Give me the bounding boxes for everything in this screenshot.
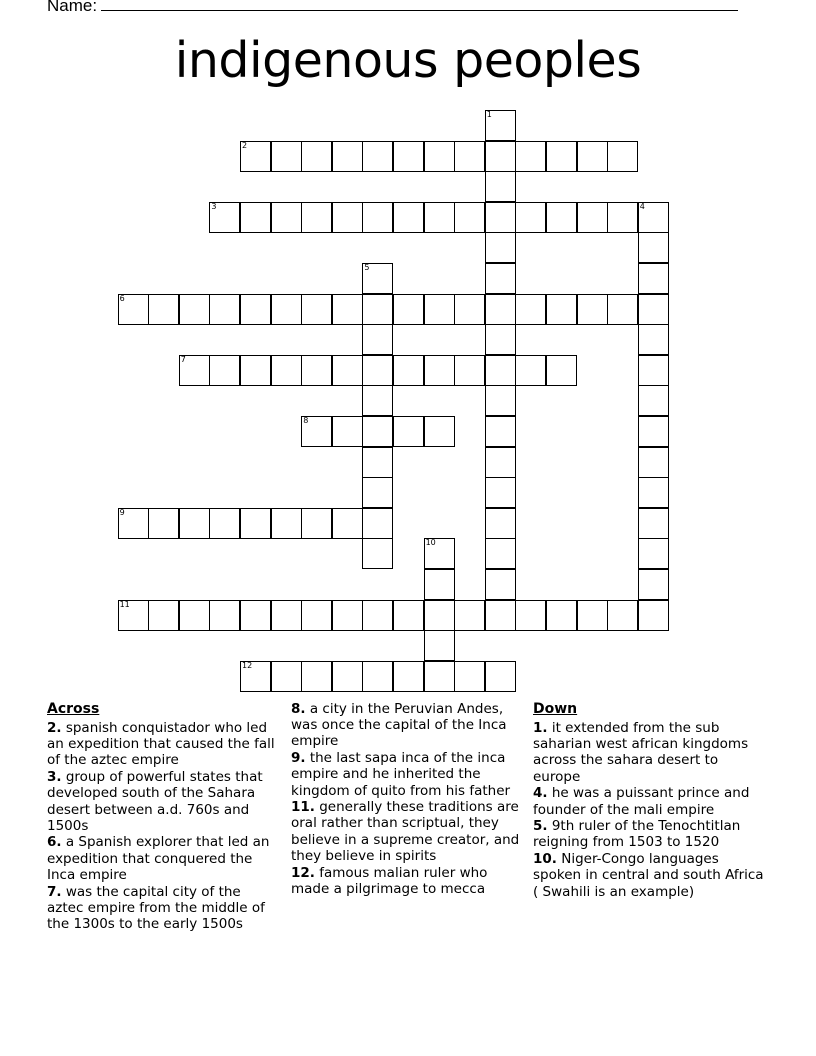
grid-cell[interactable] xyxy=(424,141,455,172)
clue-item xyxy=(291,865,523,897)
clue-number: 4 xyxy=(639,201,645,211)
grid-cell[interactable] xyxy=(362,416,393,447)
grid-cell[interactable] xyxy=(546,600,577,631)
grid-cell[interactable] xyxy=(638,600,669,631)
grid-cell[interactable] xyxy=(638,569,669,600)
clue-number: 8 xyxy=(303,416,309,425)
grid-cell[interactable] xyxy=(607,600,638,631)
grid-cell[interactable] xyxy=(485,294,516,325)
clue-item-text: he was a puissant prince and founder of the mali empire xyxy=(533,785,750,818)
grid-cell[interactable] xyxy=(577,202,608,233)
grid-cell[interactable] xyxy=(515,294,546,325)
clue-item xyxy=(291,799,523,864)
grid-cell[interactable] xyxy=(332,600,363,631)
clue-item-text: a Spanish explorer that led an expedition that conquered the Inca empire xyxy=(47,834,270,883)
grid-cell[interactable] xyxy=(271,294,302,325)
grid-cell[interactable] xyxy=(332,508,363,539)
clue-item xyxy=(533,851,765,900)
grid-cell[interactable] xyxy=(393,202,424,233)
grid-cell[interactable] xyxy=(577,600,608,631)
grid-cell[interactable] xyxy=(209,600,240,631)
grid-cell[interactable] xyxy=(485,324,516,355)
down-clues-column xyxy=(533,700,765,900)
grid-cell[interactable] xyxy=(424,569,455,600)
grid-cell[interactable] xyxy=(393,600,424,631)
grid-cell[interactable] xyxy=(179,294,210,325)
clue-item xyxy=(47,720,279,769)
grid-cell[interactable] xyxy=(240,294,271,325)
grid-cell[interactable] xyxy=(271,508,302,539)
grid-cell[interactable] xyxy=(332,355,363,386)
grid-cell[interactable] xyxy=(271,661,302,692)
clue-item-text: was the capital city of the aztec empire from the middle of the 1300s to the early 1500s xyxy=(47,883,265,932)
clue-number: 12 xyxy=(242,660,253,670)
grid-cell[interactable] xyxy=(485,477,516,508)
grid-cell[interactable] xyxy=(240,355,271,386)
clue-number: 2 xyxy=(242,140,248,150)
grid-cell[interactable] xyxy=(362,538,393,569)
clue-item-number: 7. xyxy=(47,883,62,900)
grid-cell[interactable] xyxy=(485,600,516,631)
grid-cell[interactable] xyxy=(393,416,424,447)
grid-cell[interactable] xyxy=(485,263,516,294)
grid-cell[interactable] xyxy=(362,263,393,294)
across-clues-column-2 xyxy=(291,701,523,897)
grid-cell[interactable] xyxy=(362,202,393,233)
across-clues-column-1 xyxy=(47,700,279,933)
clue-item-number: 9. xyxy=(291,750,306,767)
grid-cell[interactable] xyxy=(485,171,516,202)
grid-cell[interactable] xyxy=(148,508,179,539)
clue-number: 9 xyxy=(119,507,125,517)
clue-item xyxy=(291,701,523,750)
grid-cell[interactable] xyxy=(332,416,363,447)
grid-cell[interactable] xyxy=(638,355,669,386)
grid-cell[interactable] xyxy=(454,355,485,386)
clue-item-number: 11. xyxy=(291,799,315,816)
clue-item-number: 10. xyxy=(533,851,557,868)
grid-cell[interactable] xyxy=(546,202,577,233)
grid-cell[interactable] xyxy=(485,232,516,263)
across-clue-list xyxy=(47,720,279,932)
grid-cell[interactable] xyxy=(301,294,332,325)
grid-cell[interactable] xyxy=(362,324,393,355)
grid-cell[interactable] xyxy=(179,355,210,386)
grid-cell[interactable] xyxy=(179,600,210,631)
grid-cell[interactable] xyxy=(209,355,240,386)
grid-cell[interactable] xyxy=(301,416,332,447)
grid-cell[interactable] xyxy=(485,110,516,141)
grid-cell[interactable] xyxy=(118,600,149,631)
across-heading: Across xyxy=(47,701,100,717)
grid-cell[interactable] xyxy=(515,202,546,233)
grid-cell[interactable] xyxy=(546,355,577,386)
clue-item-text: famous malian ruler who made a pilgrimage to mecca xyxy=(291,864,488,897)
clue-item xyxy=(47,834,279,883)
grid-cell[interactable] xyxy=(485,538,516,569)
clue-item xyxy=(47,884,279,933)
clue-item xyxy=(47,769,279,834)
clue-item-text: a city in the Peruvian Andes, was once the capital of the Inca empire xyxy=(291,701,507,750)
grid-cell[interactable] xyxy=(271,355,302,386)
clue-item-text: spanish conquistador who led an expedition that caused the fall of the aztec empire xyxy=(47,720,275,769)
clue-item-number: 1. xyxy=(533,720,548,736)
grid-cell[interactable] xyxy=(209,202,240,233)
grid-cell[interactable] xyxy=(638,263,669,294)
grid-cell[interactable] xyxy=(485,202,516,233)
grid-cell[interactable] xyxy=(638,447,669,478)
grid-cell[interactable] xyxy=(118,508,149,539)
clue-item-number: 2. xyxy=(47,720,62,736)
grid-cell[interactable] xyxy=(485,508,516,539)
grid-cell[interactable] xyxy=(424,416,455,447)
grid-cell[interactable] xyxy=(240,661,271,692)
grid-cell[interactable] xyxy=(424,538,455,569)
grid-cell[interactable] xyxy=(638,416,669,447)
clue-item-text: group of powerful states that developed south of the Sahara desert between a.d. 760s and 1500s xyxy=(47,769,263,834)
grid-cell[interactable] xyxy=(240,141,271,172)
grid-cell[interactable] xyxy=(362,508,393,539)
grid-cell[interactable] xyxy=(301,202,332,233)
clue-item-number: 5. xyxy=(533,818,548,835)
grid-cell[interactable] xyxy=(240,600,271,631)
clue-item-text: the last sapa inca of the inca empire and he inherited the kingdom of quito from his father xyxy=(291,750,511,799)
clue-item-text: 9th ruler of the Tenochtitlan reigning from 1503 to 1520 xyxy=(533,818,741,851)
grid-cell[interactable] xyxy=(607,141,638,172)
grid-cell[interactable] xyxy=(393,355,424,386)
grid-cell[interactable] xyxy=(638,232,669,263)
clue-item-text: generally these traditions are oral rather than scriptual, they believe in a supreme creator, and they believe in spirits xyxy=(291,799,520,864)
grid-cell[interactable] xyxy=(301,600,332,631)
grid-cell[interactable] xyxy=(393,141,424,172)
grid-cell[interactable] xyxy=(362,447,393,478)
grid-cell[interactable] xyxy=(209,508,240,539)
grid-cell[interactable] xyxy=(424,355,455,386)
clue-number: 5 xyxy=(364,263,370,272)
grid-cell[interactable] xyxy=(301,141,332,172)
grid-cell[interactable] xyxy=(546,294,577,325)
clue-item-number: 3. xyxy=(47,769,62,786)
clue-number: 6 xyxy=(119,293,125,303)
grid-cell[interactable] xyxy=(332,202,363,233)
grid-cell[interactable] xyxy=(454,661,485,692)
clue-item-number: 8. xyxy=(291,701,306,717)
grid-cell[interactable] xyxy=(362,661,393,692)
clue-number: 11 xyxy=(119,599,130,609)
puzzle-title: indigenous peoples xyxy=(174,32,642,89)
grid-cell[interactable] xyxy=(607,202,638,233)
grid-cell[interactable] xyxy=(332,294,363,325)
clue-number: 10 xyxy=(425,538,436,548)
grid-cell[interactable] xyxy=(271,141,302,172)
grid-cell[interactable] xyxy=(454,294,485,325)
across-clue-list xyxy=(291,701,523,897)
grid-cell[interactable] xyxy=(301,661,332,692)
grid-cell[interactable] xyxy=(118,294,149,325)
clue-number: 7 xyxy=(180,354,186,364)
grid-cell[interactable] xyxy=(301,508,332,539)
grid-cell[interactable] xyxy=(424,661,455,692)
grid-cell[interactable] xyxy=(424,630,455,661)
grid-cell[interactable] xyxy=(454,202,485,233)
grid-cell[interactable] xyxy=(638,538,669,569)
grid-cell[interactable] xyxy=(485,447,516,478)
clue-item-text: it extended from the sub saharian west african kingdoms across the sahara desert to europe xyxy=(533,720,749,785)
clue-item xyxy=(533,818,765,850)
clue-item-number: 4. xyxy=(533,785,548,802)
grid-cell[interactable] xyxy=(240,508,271,539)
grid-cell[interactable] xyxy=(638,202,669,233)
grid-cell[interactable] xyxy=(209,294,240,325)
grid-cell[interactable] xyxy=(332,661,363,692)
grid-cell[interactable] xyxy=(393,294,424,325)
grid-cell[interactable] xyxy=(577,141,608,172)
grid-cell[interactable] xyxy=(240,202,271,233)
clue-item xyxy=(291,750,523,799)
grid-cell[interactable] xyxy=(179,508,210,539)
grid-cell[interactable] xyxy=(515,600,546,631)
grid-cell[interactable] xyxy=(301,355,332,386)
grid-cell[interactable] xyxy=(454,600,485,631)
grid-cell[interactable] xyxy=(485,141,516,172)
grid-cell[interactable] xyxy=(485,569,516,600)
grid-cell[interactable] xyxy=(271,600,302,631)
grid-cell[interactable] xyxy=(362,355,393,386)
grid-cell[interactable] xyxy=(362,294,393,325)
grid-cell[interactable] xyxy=(638,294,669,325)
grid-cell[interactable] xyxy=(638,324,669,355)
grid-cell[interactable] xyxy=(638,508,669,539)
grid-cell[interactable] xyxy=(485,385,516,416)
grid-cell[interactable] xyxy=(485,355,516,386)
grid-cell[interactable] xyxy=(515,141,546,172)
grid-cell[interactable] xyxy=(362,141,393,172)
down-clue-list xyxy=(533,720,765,900)
grid-cell[interactable] xyxy=(638,385,669,416)
grid-cell[interactable] xyxy=(607,294,638,325)
clue-item xyxy=(533,720,765,785)
grid-cell[interactable] xyxy=(485,416,516,447)
clue-number: 3 xyxy=(211,201,217,211)
grid-cell[interactable] xyxy=(485,661,516,692)
grid-cell[interactable] xyxy=(638,477,669,508)
clue-item-number: 12. xyxy=(291,864,315,881)
down-heading: Down xyxy=(533,701,578,717)
grid-cell[interactable] xyxy=(515,355,546,386)
grid-cell[interactable] xyxy=(271,202,302,233)
grid-cell[interactable] xyxy=(362,477,393,508)
grid-cell[interactable] xyxy=(393,661,424,692)
grid-cell[interactable] xyxy=(424,202,455,233)
clue-item-number: 6. xyxy=(47,834,62,851)
grid-cell[interactable] xyxy=(577,294,608,325)
grid-cell[interactable] xyxy=(454,141,485,172)
grid-cell[interactable] xyxy=(424,294,455,325)
grid-cell[interactable] xyxy=(362,385,393,416)
grid-cell[interactable] xyxy=(148,294,179,325)
grid-cell[interactable] xyxy=(148,600,179,631)
grid-cell[interactable] xyxy=(424,600,455,631)
clue-item-text: Niger-Congo languages spoken in central and south Africa ( Swahili is an example) xyxy=(533,851,764,900)
grid-cell[interactable] xyxy=(362,600,393,631)
clue-number: 1 xyxy=(486,110,492,119)
grid-cell[interactable] xyxy=(546,141,577,172)
clue-item xyxy=(533,785,765,817)
name-label: Name: xyxy=(47,0,98,15)
grid-cell[interactable] xyxy=(332,141,363,172)
